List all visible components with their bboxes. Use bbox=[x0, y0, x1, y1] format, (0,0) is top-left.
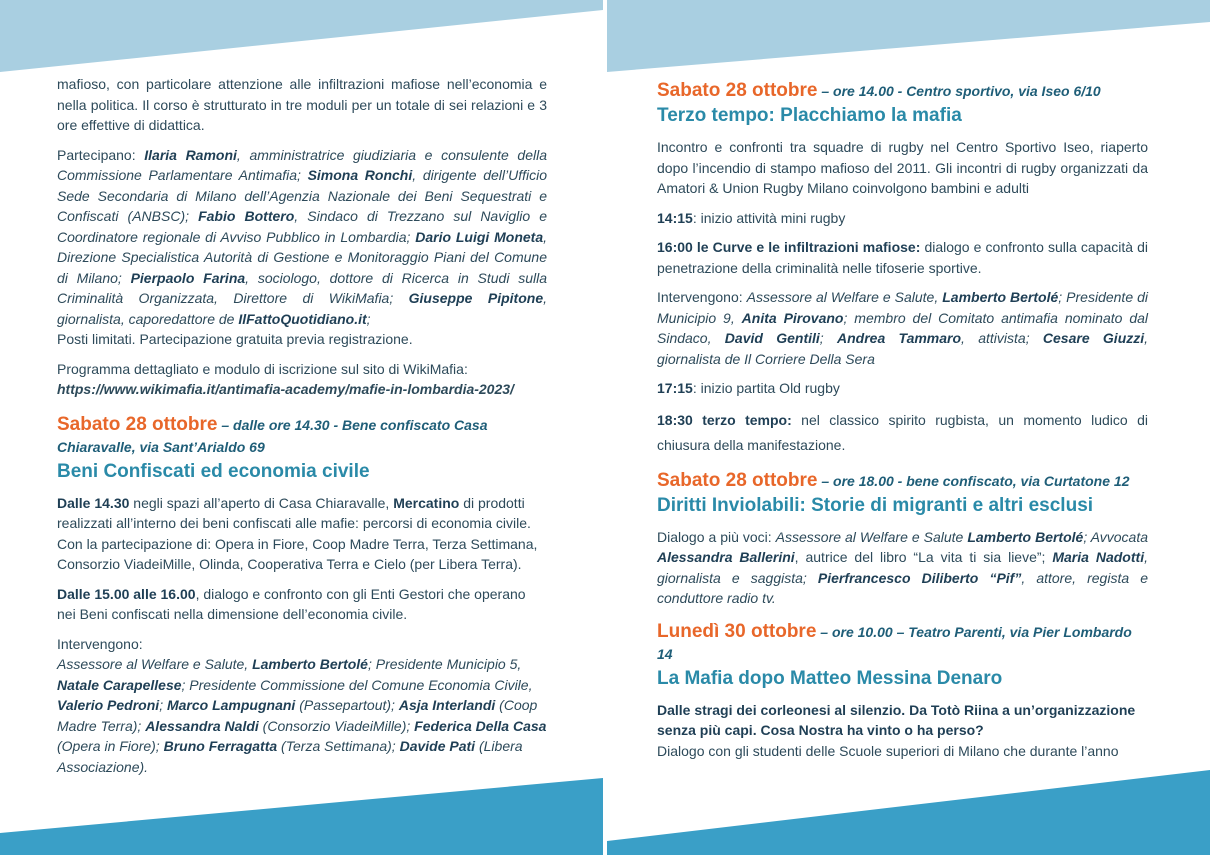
rugby-intro: Incontro e confronti tra squadre di rugby nel Centro Sportivo Iseo, riaperto dopo l’incendio di stampo mafioso del 2011. Gli incontri di rugby organizzati da Amatori & Union Rugby Milano coinvolgono bambini e adulti bbox=[657, 139, 1148, 196]
speaker-role: , attore, regista e conduttore radio tv. bbox=[657, 569, 1148, 606]
participant-role: , amministratrice giudiziaria e consulente della Commissione Parlamentare Antimafia; bbox=[57, 146, 548, 183]
participant-name: Pierpaolo Farina bbox=[130, 269, 246, 286]
speaker-role: ; membro del Comitato antimafia nominato dal Sindaco, bbox=[657, 309, 1149, 346]
event-header bbox=[657, 621, 1148, 665]
book-note: , autrice del libro “La vita ti sia lieve”; bbox=[794, 549, 1053, 565]
dialogue-intro: Dialogo a più voci: bbox=[657, 528, 776, 545]
speaker-org: (Passepartout); bbox=[295, 697, 399, 713]
event-title: Beni Confiscati ed economia civile bbox=[57, 460, 370, 482]
right-content bbox=[657, 80, 1148, 761]
speaker-org: (Terza Settimana); bbox=[277, 738, 400, 754]
speaker-name: Federica Della Casa bbox=[414, 717, 547, 734]
speaker-org: (Libera Associazione). bbox=[57, 738, 523, 775]
separator: ; bbox=[819, 330, 837, 346]
speaker-org: (Opera in Fiore); bbox=[57, 738, 164, 754]
time-lead: Dalle 15.00 alle 16.00 bbox=[57, 585, 196, 602]
speaker-name: Davide Pati bbox=[399, 738, 476, 754]
schedule-item bbox=[657, 237, 1148, 278]
speaker-name: Alessandra Ballerini bbox=[657, 549, 795, 565]
market-details: di prodotti realizzati all’interno dei beni confiscati alle mafie: percorsi di economia civile. Con la partecipazione di: Opera in Fiore, Coop Madre Terra, Terza Settimana, Consorzio ViadeiMille, Olinda, Cooperativa Terra e Cielo (per Libera Terra). bbox=[57, 494, 538, 572]
participant-name: Fabio Bottero bbox=[198, 208, 295, 224]
speaker-name: Lamberto Bertolé bbox=[942, 289, 1059, 305]
dialogue-paragraph bbox=[657, 527, 1148, 609]
speaker-name: Natale Carapellese bbox=[57, 676, 182, 693]
speaker-org: (Consorzio ViadeiMille); bbox=[258, 717, 415, 734]
speaker-org: (Coop Madre Terra); bbox=[57, 697, 538, 734]
schedule-time: 14:15 bbox=[657, 209, 693, 226]
participant-name: Dario Luigi Moneta bbox=[415, 228, 544, 245]
speaker-name: Maria Nadotti bbox=[1052, 549, 1145, 565]
speaker-role: Assessore al Welfare e Salute bbox=[775, 528, 968, 545]
event-date: Sabato 28 ottobre bbox=[57, 413, 218, 435]
participant-end: ; bbox=[366, 310, 371, 327]
event-title: Diritti Inviolabili: Storie di migranti e altri esclusi bbox=[657, 494, 1094, 516]
right-page bbox=[607, 0, 1210, 855]
schedule-text: : inizio attività mini rugby bbox=[692, 209, 846, 226]
schedule-lead: 16:00 le Curve e le infiltrazioni mafiose: bbox=[657, 239, 921, 255]
schedule-time: 17:15 bbox=[657, 380, 693, 396]
schedule-item bbox=[657, 208, 1148, 229]
event-header bbox=[657, 80, 1148, 102]
time-lead: Dalle 14.30 bbox=[57, 494, 130, 511]
schedule-lead: 18:30 terzo tempo: bbox=[657, 411, 792, 428]
event-header bbox=[57, 414, 547, 458]
schedule-item bbox=[657, 408, 1148, 458]
participants-label: Partecipano: bbox=[57, 146, 145, 163]
event-header bbox=[657, 470, 1148, 492]
speaker-name: Lamberto Bertolé bbox=[967, 528, 1084, 545]
program-paragraph bbox=[57, 359, 547, 400]
intro-paragraph: mafioso, con particolare attenzione alle infiltrazioni mafiose nell’economia e nella politica. Il corso è strutturato in tre moduli per un totale di sei relazioni e 3 ore effettive di didattica. bbox=[57, 76, 547, 133]
participant-role: , dirigente dell’Ufficio Sede Secondaria di Milano dell’Agenzia Nazionale dei Beni Sequestrati e Confiscati (ANBSC); bbox=[57, 167, 547, 224]
speaker-role: ; Avvocata bbox=[1083, 528, 1149, 545]
speaker-role: Assessore al Welfare e Salute, bbox=[57, 656, 253, 672]
speaker-role: ; Presidente di Municipio 9, bbox=[657, 289, 1148, 326]
participant-name: Simona Ronchi bbox=[307, 167, 413, 183]
event-date: Sabato 28 ottobre bbox=[657, 80, 818, 101]
program-text: Programma dettagliato e modulo di iscrizione sul sito di WikiMafia: bbox=[57, 360, 468, 377]
event-place: – ore 14.00 - Centro sportivo, via Iseo 6/10 bbox=[817, 83, 1101, 99]
speaker-role: , giornalista e saggista; bbox=[657, 549, 1148, 586]
market-label: Mercatino bbox=[393, 494, 460, 511]
participant-name: Ilaria Ramoni bbox=[144, 146, 237, 163]
dialogue-text: , dialogo e confronto con gli Enti Gestori che operano nei Beni confiscati nella dimensione dell’economia civile. bbox=[57, 585, 526, 622]
left-bottom-band bbox=[0, 778, 603, 855]
participant-role: , sociologo, dottore di Ricerca in Studi sulla Criminalità Organizzata, Direttore di WikiMafia; bbox=[57, 269, 547, 306]
event-date: Sabato 28 ottobre bbox=[657, 469, 818, 491]
speaker-name: Cesare Giuzzi bbox=[1042, 330, 1145, 346]
schedule-item bbox=[657, 378, 1148, 399]
market-text: negli spazi all’aperto di Casa Chiaravalle, bbox=[129, 494, 394, 511]
right-bottom-band bbox=[607, 770, 1210, 855]
newspaper-name: IlFattoQuotidiano.it bbox=[238, 310, 367, 327]
left-content bbox=[57, 74, 547, 777]
event-date: Lunedì 30 ottobre bbox=[657, 620, 817, 642]
participant-name: Giuseppe Pipitone bbox=[408, 290, 544, 306]
event-title: La Mafia dopo Matteo Messina Denaro bbox=[657, 667, 1003, 689]
speakers-paragraph bbox=[657, 287, 1148, 369]
speaker-role: Assessore al Welfare e Salute, bbox=[746, 289, 943, 305]
left-top-band bbox=[0, 0, 603, 72]
speaker-name: Asja Interlandi bbox=[398, 697, 496, 713]
separator: ; bbox=[159, 697, 167, 713]
schedule-text: : inizio partita Old rugby bbox=[692, 380, 840, 396]
wikimafia-link[interactable]: https://www.wikimafia.it/antimafia-academy/mafie-in-lombardia-2023/ bbox=[57, 381, 514, 397]
participant-role: , Direzione Specialistica Autorità di Gestione e Monitoraggio Piani del Comune di Milano; bbox=[57, 228, 548, 286]
speakers-label: Intervengono: bbox=[657, 289, 747, 305]
subtitle-text: Dalle stragi dei corleonesi al silenzio. Da Totò Riina a un’organizzazione senza più capi. Cosa Nostra ha vinto o ha perso? bbox=[657, 701, 1136, 738]
event-place: – ore 10.00 – Teatro Parenti, via Pier Lombardo 14 bbox=[657, 623, 1132, 662]
schedule-text: nel classico spirito rugbista, un momento ludico di chiusura della manifestazione. bbox=[657, 411, 1148, 453]
speaker-name: Marco Lampugnani bbox=[166, 697, 296, 713]
speaker-name: Lamberto Bertolé bbox=[252, 656, 368, 672]
participant-role: , Sindaco di Trezzano sul Naviglio e Coordinatore regionale di Avviso Pubblico in Lombardia; bbox=[57, 208, 547, 245]
participants-paragraph bbox=[57, 145, 547, 350]
speaker-name: Anita Pirovano bbox=[741, 309, 844, 326]
speaker-name: Pierfrancesco Diliberto “Pif” bbox=[817, 569, 1022, 586]
speaker-role: ; Presidente Commissione del Comune Economia Civile, bbox=[181, 676, 533, 693]
speakers-paragraph bbox=[57, 634, 547, 778]
event-text: Dialogo con gli studenti delle Scuole superiori di Milano che durante l’anno bbox=[657, 742, 1119, 759]
speaker-name: Bruno Ferragatta bbox=[163, 738, 278, 754]
event-subtitle bbox=[657, 700, 1148, 741]
right-top-band bbox=[607, 0, 1210, 72]
participant-role: , giornalista, caporedattore de bbox=[57, 290, 547, 327]
event-place: – ore 18.00 - bene confiscato, via Curtatone 12 bbox=[817, 472, 1130, 489]
dialogue-paragraph bbox=[57, 584, 547, 625]
speakers-label: Intervengono: bbox=[57, 635, 143, 652]
schedule-text: dialogo e confronto sulla capacità di penetrazione della criminalità nelle tifoserie sportive. bbox=[657, 239, 1148, 276]
event-title: Terzo tempo: Placchiamo la mafia bbox=[657, 105, 962, 126]
speaker-name: Alessandra Naldi bbox=[145, 717, 259, 734]
limits-note: Posti limitati. Partecipazione gratuita previa registrazione. bbox=[57, 331, 413, 347]
market-paragraph bbox=[57, 493, 547, 575]
speaker-role: , giornalista de Il Corriere Della Sera bbox=[657, 330, 1149, 367]
left-page bbox=[0, 0, 603, 855]
speaker-role: ; Presidente Municipio 5, bbox=[367, 656, 522, 672]
speaker-name: Andrea Tammaro bbox=[837, 330, 962, 346]
speaker-name: Valerio Pedroni bbox=[57, 697, 160, 713]
speaker-role: , attivista; bbox=[961, 330, 1043, 346]
speaker-name: David Gentili bbox=[724, 330, 820, 346]
event-place: – dalle ore 14.30 - Bene confiscato Casa Chiaravalle, via Sant’Arialdo 69 bbox=[57, 416, 488, 455]
